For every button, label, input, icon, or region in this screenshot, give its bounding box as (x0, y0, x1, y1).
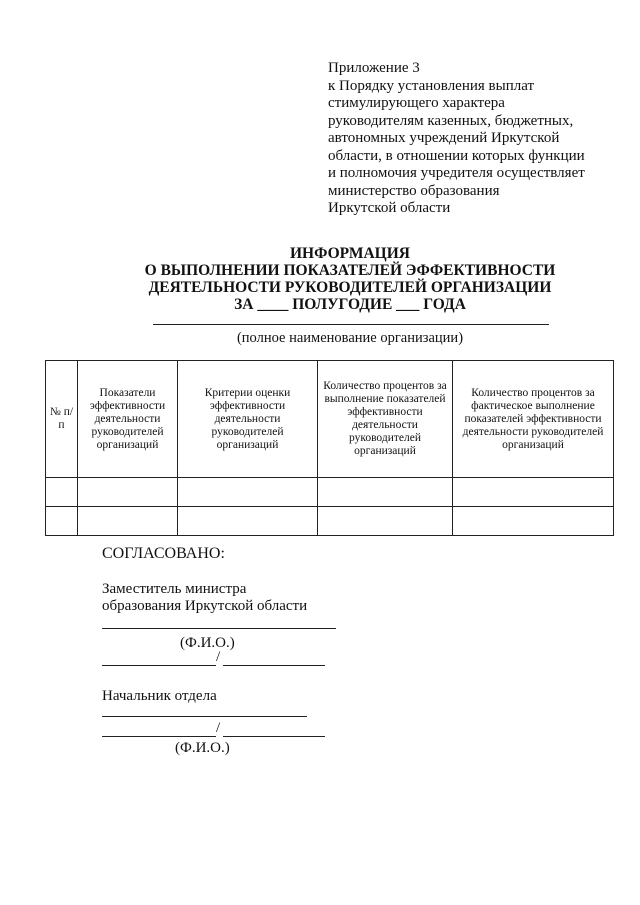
table-cell (318, 507, 453, 536)
header-number: № п/п (46, 361, 78, 478)
agreed-heading: СОГЛАСОВАНО: (102, 545, 225, 562)
appendix-line: к Порядку установления выплат (328, 77, 535, 94)
title-line: ЗА ____ ПОЛУГОДИЕ ___ ГОДА (234, 296, 466, 313)
table-cell (178, 478, 318, 507)
signature-line (102, 628, 336, 629)
appendix-line: и полномочия учредителя осуществляет (328, 165, 585, 181)
document-title (100, 245, 600, 313)
table-cell (78, 507, 178, 536)
appendix-line: руководителям казенных, бюджетных, (328, 112, 574, 129)
table-row (46, 507, 614, 536)
signature-line (102, 736, 216, 737)
header-indicators: Показатели эффективности деятельности руководителей организаций (78, 361, 178, 478)
organization-caption: (полное наименование организации) (236, 330, 464, 346)
appendix-line: министерство образования (328, 182, 500, 199)
table-cell (453, 507, 614, 536)
fio-caption: (Ф.И.О.) (180, 635, 235, 651)
signature-line (223, 665, 325, 666)
appendix-line: Приложение 3 (328, 60, 420, 76)
slash-separator: / (216, 720, 221, 736)
header-percent-actual: Количество процентов за фактическое выполнение показателей эффективности деятельности руководителей организаций (453, 361, 614, 478)
title-line: О ВЫПОЛНЕНИИ ПОКАЗАТЕЛЕЙ ЭФФЕКТИВНОСТИ (144, 262, 556, 279)
table-cell (46, 478, 78, 507)
table-cell (46, 507, 78, 536)
fio-caption: (Ф.И.О.) (175, 740, 230, 756)
signature-line (102, 716, 307, 717)
title-line: ИНФОРМАЦИЯ (290, 245, 410, 262)
signature-line (223, 736, 325, 737)
header-criteria: Критерии оценки эффективности деятельности руководителей организаций (178, 361, 318, 478)
appendix-line: области, в отношении которых функции (328, 147, 585, 164)
appendix-line: автономных учреждений Иркутской (328, 130, 560, 146)
table-row (46, 478, 614, 507)
table-cell (318, 478, 453, 507)
appendix-line: Иркутской области (328, 200, 451, 216)
appendix-note (328, 60, 618, 218)
signature-line (102, 665, 216, 666)
title-line: ДЕЯТЕЛЬНОСТИ РУКОВОДИТЕЛЕЙ ОРГАНИЗАЦИИ (148, 279, 552, 296)
header-percent-planned: Количество процентов за выполнение показателей эффективности деятельности руководителей организаций (318, 361, 453, 478)
table-cell (178, 507, 318, 536)
chief-title: Начальник отдела (102, 688, 217, 704)
appendix-line: стимулирующего характера (328, 95, 505, 111)
slash-separator: / (216, 649, 221, 665)
indicators-table (45, 360, 614, 536)
deputy-title-line2: образования Иркутской области (102, 598, 308, 614)
table-header-row (46, 361, 614, 478)
deputy-title-line1: Заместитель министра (102, 581, 247, 597)
table-cell (78, 478, 178, 507)
table-cell (453, 478, 614, 507)
organization-name-line (153, 324, 549, 325)
